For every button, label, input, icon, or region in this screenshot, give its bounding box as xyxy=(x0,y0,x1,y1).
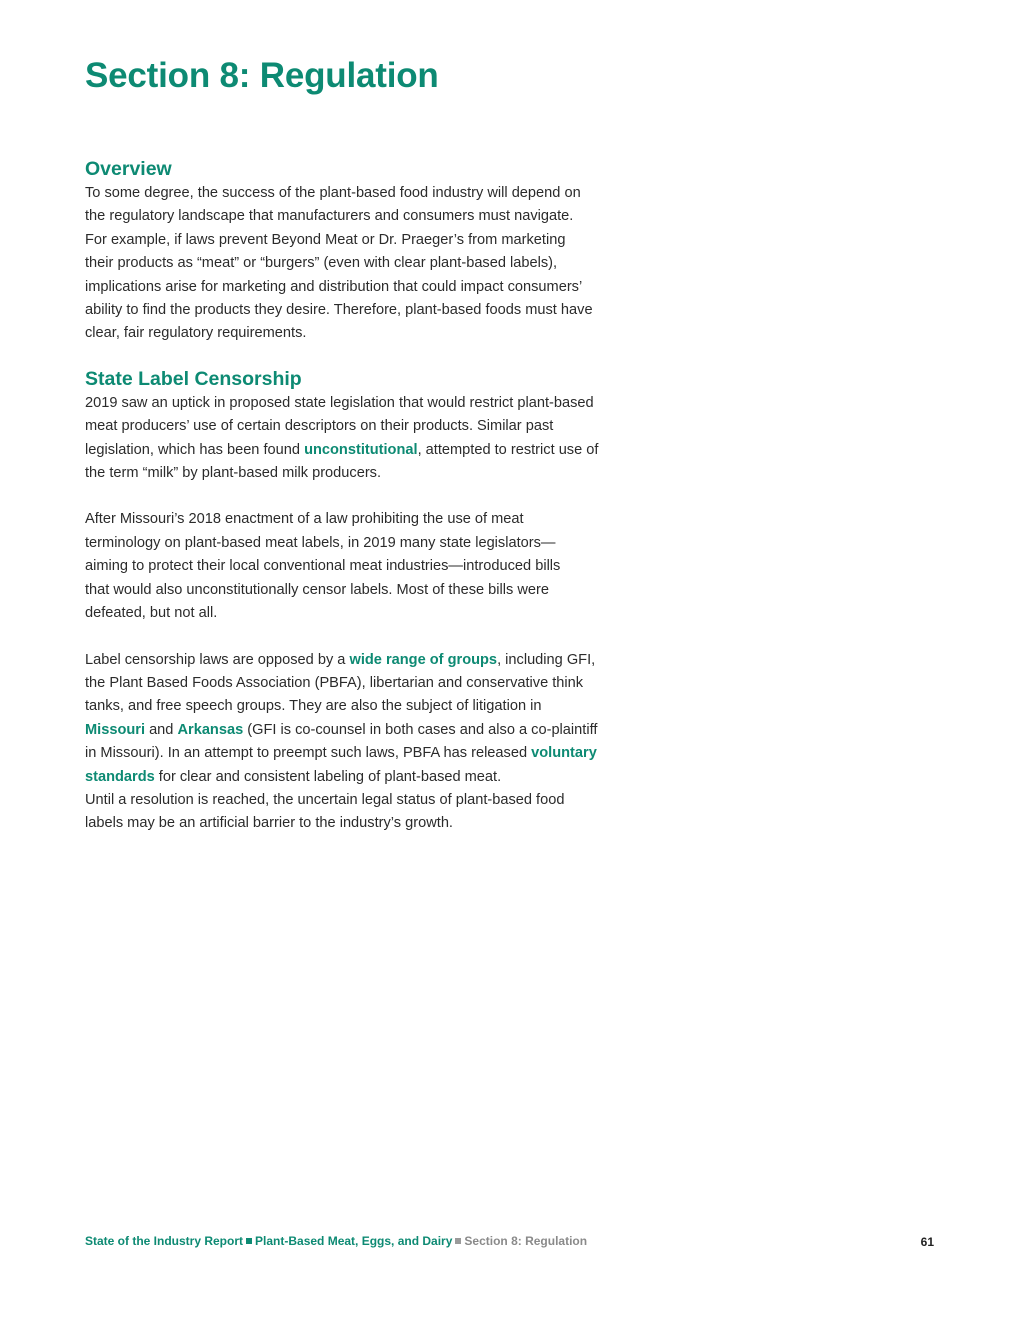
text-line: terminology on plant-based meat labels, in 2019 many state legislators— xyxy=(85,534,556,551)
text-segment: and xyxy=(145,721,178,738)
text-line: the Plant Based Foods Association (PBFA), libertarian and conservative think xyxy=(85,674,584,691)
unconstitutional-link[interactable]: unconstitutional xyxy=(304,441,418,458)
text-line xyxy=(85,439,695,462)
text-segment: in Missouri). In an attempt to preempt such laws, PBFA has released xyxy=(85,745,532,762)
missouri-link[interactable]: Missouri xyxy=(85,721,146,738)
text-line xyxy=(85,766,695,789)
overview-paragraph xyxy=(85,182,695,346)
main-content xyxy=(85,156,695,836)
breadcrumb-current-section: Section 8: Regulation xyxy=(464,1234,588,1248)
text-line: After Missouri’s 2018 enactment of a law prohibiting the use of meat xyxy=(85,511,524,528)
text-segment: for clear and consistent labeling of plant-based meat. xyxy=(154,768,502,785)
text-line: defeated, but not all. xyxy=(85,605,218,622)
state-label-paragraph-1 xyxy=(85,392,695,486)
text-line: their products as “meat” or “burgers” (even with clear plant-based labels), xyxy=(85,255,558,272)
text-line: ability to find the products they desire. Therefore, plant-based foods must have xyxy=(85,302,593,319)
text-segment: Label censorship laws are opposed by a xyxy=(85,651,350,668)
text-line: labels may be an artificial barrier to the industry’s growth. xyxy=(85,815,453,832)
text-line: the regulatory landscape that manufacturers and consumers must navigate. xyxy=(85,208,574,225)
overview-heading: Overview xyxy=(85,158,172,180)
text-line: the term “milk” by plant-based milk producers. xyxy=(85,465,382,482)
text-line: that would also unconstitutionally censor labels. Most of these bills were xyxy=(85,581,549,598)
text-line: implications arise for marketing and distribution that could impact consumers’ xyxy=(85,278,583,295)
text-segment: , attempted to restrict use of xyxy=(417,441,599,458)
text-segment: (GFI is co-counsel in both cases and also a co-plaintiff xyxy=(243,721,598,738)
breadcrumb-separator-icon xyxy=(246,1238,252,1244)
state-label-paragraph-3 xyxy=(85,649,695,836)
text-line: For example, if laws prevent Beyond Meat or Dr. Praeger’s from marketing xyxy=(85,231,566,248)
text-line xyxy=(85,719,695,742)
state-label-paragraph-2 xyxy=(85,508,695,625)
text-line xyxy=(85,649,695,672)
breadcrumb-separator-icon xyxy=(455,1238,461,1244)
text-line: 2019 saw an uptick in proposed state legislation that would restrict plant-based xyxy=(85,394,594,411)
state-label-censorship-heading: State Label Censorship xyxy=(85,367,302,390)
text-line: Until a resolution is reached, the uncertain legal status of plant-based food xyxy=(85,791,565,808)
text-line: meat producers’ use of certain descriptors on their products. Similar past xyxy=(85,418,554,435)
voluntary-standards-link[interactable]: standards xyxy=(85,768,155,785)
arkansas-link[interactable]: Arkansas xyxy=(177,721,244,738)
breadcrumb-category[interactable]: Plant-Based Meat, Eggs, and Dairy xyxy=(255,1234,453,1248)
text-line: To some degree, the success of the plant-based food industry will depend on xyxy=(85,185,581,201)
breadcrumb-report[interactable]: State of the Industry Report xyxy=(85,1234,244,1248)
text-segment: legislation, which has been found xyxy=(85,441,305,458)
text-line: clear, fair regulatory requirements. xyxy=(85,325,307,342)
page-number: 61 xyxy=(920,1235,934,1249)
text-line xyxy=(85,742,695,765)
page-title: Section 8: Regulation xyxy=(85,56,439,95)
footer-breadcrumb xyxy=(85,1234,587,1248)
voluntary-standards-link[interactable]: voluntary xyxy=(531,745,597,762)
text-segment: , including GFI, xyxy=(497,651,596,668)
wide-range-of-groups-link[interactable]: wide range of groups xyxy=(349,651,498,668)
text-line: tanks, and free speech groups. They are also the subject of litigation in xyxy=(85,698,542,715)
text-line: aiming to protect their local conventional meat industries—introduced bills xyxy=(85,558,561,575)
